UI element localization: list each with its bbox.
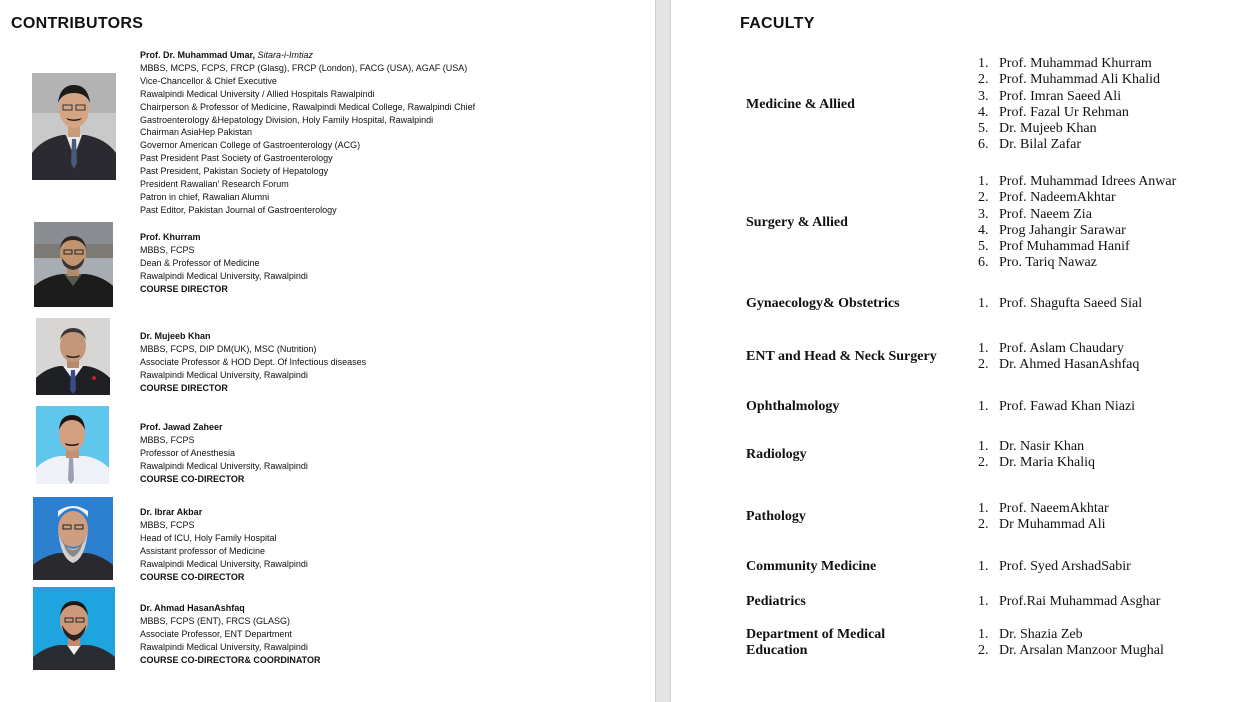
member-name: Dr. Bilal Zafar [999,137,1082,153]
faculty-heading: FACULTY [740,15,815,32]
member-item: 2. Dr. Ahmed HasanAshfaq [978,357,1140,373]
bio-line: Vice-Chancellor & Chief Executive [140,75,277,86]
member-name: Prof Muhammad Hanif [999,239,1130,255]
portrait-2-image [34,222,113,307]
contributor-bio-2 [140,231,308,296]
contributor-bio-3 [140,330,366,395]
department-name: Ophthalmology [746,399,840,414]
department-name-line: Department of Medical [746,627,886,642]
bio-line: Past President, Pakistan Society of Hepatology [140,166,329,177]
member-item: 6. Dr. Bilal Zafar [978,137,1082,153]
portrait-photo-4 [36,406,109,484]
contributor-role: COURSE DIRECTOR [140,382,228,393]
member-name: Dr. Shazia Zeb [999,627,1083,642]
member-name: Prof. Syed ArshadSabir [999,559,1131,574]
contributor-role: COURSE CO-DIRECTOR [140,571,245,582]
contributors-heading: CONTRIBUTORS [11,15,144,32]
contributor-name: Dr. Ibrar Akbar [140,507,203,517]
bio-line: MBBS, MCPS, FCPS, FRCP (Glasg), FRCP (London), FACG (USA), AGAF (USA) [140,62,468,73]
contributor-name: Prof. Dr. Muhammad Umar, [140,50,256,60]
bio-line: Rawalpindi Medical University, Rawalpindi [140,460,308,471]
contributor-bio-5 [140,506,308,583]
member-name: Prof. NaeemAkhtar [999,501,1109,516]
contributor-bio-6 [140,602,321,667]
department-name [746,627,885,659]
department-name: Medicine & Allied [746,97,855,112]
bio-line: Head of ICU, Holy Family Hospital [140,532,277,543]
bio-line: MBBS, FCPS [140,434,195,445]
member-name: Prof.Rai Muhammad Asghar [999,594,1161,609]
member-item: 5. Dr. Mujeeb Khan [978,121,1097,137]
portrait-photo-3 [36,318,110,395]
contributor-bio-4 [140,421,308,486]
bio-line: MBBS, FCPS [140,244,195,255]
department-name: Radiology [746,447,807,462]
contributor-name: Dr. Ahmad HasanAshfaq [140,603,245,613]
bio-line: Dean & Professor of Medicine [140,257,260,268]
bio-line: Professor of Anesthesia [140,447,236,458]
member-name: Dr. Mujeeb Khan [999,121,1097,137]
bio-line: Rawalpindi Medical University / Allied Hospitals Rawalpindi [140,88,375,99]
member-item: 1. Prof. NaeemAkhtar [978,501,1109,516]
member-item: 1. Dr. Nasir Khan [978,439,1085,454]
portrait-6-image [33,587,115,670]
member-list [978,341,1139,374]
bio-line: MBBS, FCPS (ENT), FRCS (GLASG) [140,615,291,626]
faculty-page [671,0,1240,702]
department-name: Pathology [746,509,806,524]
contributor-role: COURSE DIRECTOR [140,283,228,294]
bio-line: Gastroenterology &Hepatology Division, Holy Family Hospital, Rawalpindi [140,114,434,125]
member-item: 3. Prof. Naeem Zia [978,206,1092,222]
member-name: Prof. Fawad Khan Niazi [999,399,1136,414]
bio-line: MBBS, FCPS, DIP DM(UK), MSC (Nutrition) [140,343,317,354]
contributor-honorific: Sitara-i-Imtiaz [257,50,314,60]
bio-line: Rawalpindi Medical University, Rawalpindi [140,270,308,281]
bio-line: Associate Professor & HOD Dept. Of Infectious diseases [140,356,367,367]
portrait-4-image [36,406,109,484]
bio-line: President Rawalian' Research Forum [140,179,289,190]
member-name: Prof. Muhammad Idrees Anwar [999,174,1177,189]
member-item: 2. Dr. Maria Khaliq [978,455,1096,471]
contributor-bio-1 [140,49,475,217]
bio-line: Patron in chief, Rawalian Alumni [140,191,270,202]
member-name: Dr. Nasir Khan [999,439,1085,454]
bio-line: Associate Professor, ENT Department [140,628,292,639]
member-item: 1. Prof. Muhammad Khurram [978,56,1152,71]
member-list [978,501,1109,534]
department-name: Pediatrics [746,594,806,609]
bio-line: Rawalpindi Medical University, Rawalpindi [140,558,308,569]
member-list [978,439,1095,472]
member-list [978,559,1131,575]
contributor-role: COURSE CO-DIRECTOR [140,473,245,484]
member-item: 1. Prof.Rai Muhammad Asghar [978,594,1161,609]
bio-line: Rawalpindi Medical University, Rawalpindi [140,369,308,380]
member-item: 6. Pro. Tariq Nawaz [978,255,1097,271]
portrait-photo-1 [32,73,116,180]
member-item: 4. Prog Jahangir Sarawar [978,222,1126,238]
member-item: 1. Prof. Shagufta Saeed Sial [978,296,1143,311]
member-item: 1. Prof. Fawad Khan Niazi [978,399,1136,414]
member-name: Prof. Muhammad Khurram [999,56,1152,71]
member-item: 1. Prof. Syed ArshadSabir [978,559,1131,574]
department-name: ENT and Head & Neck Surgery [746,349,937,364]
member-list [978,627,1164,660]
member-item: 1. Dr. Shazia Zeb [978,627,1083,642]
member-item: 2. Prof. Muhammad Ali Khalid [978,72,1160,88]
member-name: Prof. Muhammad Ali Khalid [999,72,1160,88]
page-gutter [655,0,671,702]
bio-line: Governor American College of Gastroenterology (ACG) [140,140,361,151]
member-name: Prof. Naeem Zia [999,206,1092,222]
member-item: 1. Prof. Aslam Chaudary [978,341,1124,356]
member-name: Dr. Maria Khaliq [999,455,1096,471]
member-item: 3. Prof. Imran Saeed Ali [978,88,1122,104]
member-name: Prof. NadeemAkhtar [999,190,1116,206]
department-name: Community Medicine [746,559,877,574]
member-name: Dr. Arsalan Manzoor Mughal [999,643,1164,659]
bio-line: Chairman AsiaHep Pakistan [140,127,253,138]
bio-line: MBBS, FCPS [140,519,195,530]
member-list [978,174,1176,272]
contributor-name: Prof. Khurram [140,232,201,242]
portrait-5-image [33,497,113,580]
member-name: Prof. Shagufta Saeed Sial [999,296,1143,311]
member-name: Prog Jahangir Sarawar [999,222,1126,238]
portrait-photo-5 [33,497,113,580]
portrait-photo-6 [33,587,115,670]
member-item: 2. Dr Muhammad Ali [978,517,1106,533]
contributor-name: Prof. Jawad Zaheer [140,422,223,432]
portrait-3-image [36,318,110,395]
portrait-photo-2 [34,222,113,307]
member-name: Prof. Aslam Chaudary [999,341,1124,356]
member-list [978,56,1160,154]
member-name: Pro. Tariq Nawaz [999,255,1097,271]
portrait-1-image [32,73,116,180]
member-list [978,594,1160,610]
member-list [978,399,1135,415]
member-item: 2. Prof. NadeemAkhtar [978,190,1116,206]
bio-line: Rawalpindi Medical University, Rawalpindi [140,641,308,652]
department-name-line: Education [746,643,808,658]
member-item: 1. Prof. Muhammad Idrees Anwar [978,174,1177,189]
department-name: Gynaecology& Obstetrics [746,296,900,311]
bio-line: Assistant professor of Medicine [140,545,266,556]
contributor-role: COURSE CO-DIRECTOR& COORDINATOR [140,654,321,665]
member-item: 4. Prof. Fazal Ur Rehman [978,104,1129,120]
member-name: Prof. Imran Saeed Ali [999,88,1122,104]
bio-line: Chairperson & Professor of Medicine, Rawalpindi Medical College, Rawalpindi Chief [140,101,476,112]
member-item: 2. Dr. Arsalan Manzoor Mughal [978,643,1164,659]
member-name: Dr Muhammad Ali [999,517,1106,533]
member-name: Prof. Fazal Ur Rehman [999,104,1129,120]
bio-line: Past President Past Society of Gastroenterology [140,153,333,164]
contributor-name: Dr. Mujeeb Khan [140,331,211,341]
member-item: 5. Prof Muhammad Hanif [978,239,1130,255]
member-name: Dr. Ahmed HasanAshfaq [999,357,1140,373]
bio-line: Past Editor, Pakistan Journal of Gastroenterology [140,204,337,215]
department-name: Surgery & Allied [746,215,848,230]
member-list [978,296,1142,312]
